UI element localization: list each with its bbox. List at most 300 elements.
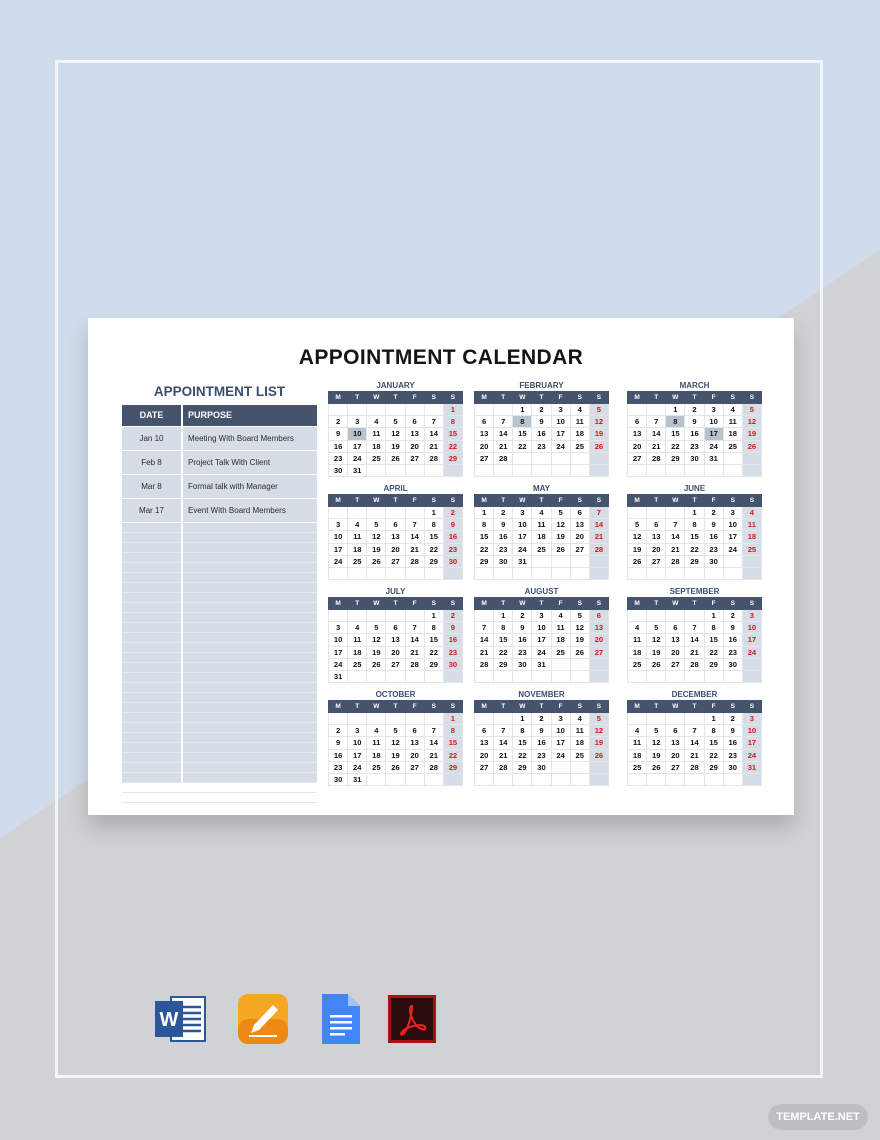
day-cell[interactable]: 17	[532, 634, 551, 646]
day-cell[interactable]: 5	[570, 610, 589, 622]
day-cell[interactable]: 19	[367, 646, 386, 658]
day-cell[interactable]: 13	[666, 634, 685, 646]
day-cell[interactable]: 12	[386, 428, 405, 440]
day-cell[interactable]: 8	[424, 622, 443, 634]
day-cell[interactable]: 12	[589, 416, 608, 428]
watermark-badge[interactable]: TEMPLATE.NET	[768, 1104, 868, 1130]
day-cell[interactable]: 24	[513, 543, 532, 555]
day-cell[interactable]: 7	[589, 507, 608, 519]
day-cell[interactable]: 19	[647, 749, 666, 761]
day-cell[interactable]: 21	[666, 543, 685, 555]
day-cell[interactable]: 31	[704, 452, 723, 464]
day-cell[interactable]: 18	[628, 749, 647, 761]
day-cell[interactable]: 10	[348, 428, 367, 440]
day-cell[interactable]: 22	[424, 543, 443, 555]
day-cell[interactable]: 31	[513, 555, 532, 567]
day-cell[interactable]: 22	[494, 646, 513, 658]
day-cell[interactable]: 4	[348, 519, 367, 531]
day-cell[interactable]: 14	[494, 737, 513, 749]
day-cell[interactable]: 12	[367, 634, 386, 646]
day-cell[interactable]: 17	[513, 531, 532, 543]
day-cell[interactable]: 2	[329, 725, 348, 737]
day-cell[interactable]: 17	[348, 749, 367, 761]
day-cell[interactable]: 27	[666, 658, 685, 670]
day-cell[interactable]: 25	[348, 555, 367, 567]
day-cell[interactable]: 4	[570, 404, 589, 416]
day-cell[interactable]: 28	[475, 658, 494, 670]
day-cell[interactable]: 7	[666, 519, 685, 531]
day-cell[interactable]: 1	[704, 713, 723, 725]
day-cell[interactable]: 30	[513, 658, 532, 670]
day-cell[interactable]: 25	[551, 646, 570, 658]
day-cell[interactable]: 20	[405, 749, 424, 761]
google-docs-icon[interactable]	[316, 993, 368, 1045]
day-cell[interactable]: 6	[647, 519, 666, 531]
day-cell[interactable]: 8	[685, 519, 704, 531]
day-cell[interactable]: 14	[494, 428, 513, 440]
day-cell[interactable]: 11	[532, 519, 551, 531]
day-cell[interactable]: 24	[723, 543, 742, 555]
day-cell[interactable]: 10	[742, 725, 761, 737]
day-cell[interactable]: 26	[589, 440, 608, 452]
day-cell[interactable]: 13	[475, 428, 494, 440]
day-cell[interactable]: 28	[424, 761, 443, 773]
day-cell[interactable]: 6	[666, 622, 685, 634]
day-cell[interactable]: 14	[647, 428, 666, 440]
day-cell[interactable]: 18	[628, 646, 647, 658]
day-cell[interactable]: 28	[685, 761, 704, 773]
day-cell[interactable]: 17	[704, 428, 723, 440]
day-cell[interactable]: 2	[723, 713, 742, 725]
day-cell[interactable]: 7	[424, 416, 443, 428]
day-cell[interactable]: 26	[570, 646, 589, 658]
day-cell[interactable]: 15	[424, 634, 443, 646]
day-cell[interactable]: 6	[589, 610, 608, 622]
day-cell[interactable]: 23	[329, 452, 348, 464]
day-cell[interactable]: 18	[551, 634, 570, 646]
day-cell[interactable]: 11	[628, 737, 647, 749]
day-cell[interactable]: 11	[367, 428, 386, 440]
day-cell[interactable]: 6	[386, 622, 405, 634]
day-cell[interactable]: 25	[570, 440, 589, 452]
day-cell[interactable]: 28	[666, 555, 685, 567]
day-cell[interactable]: 16	[723, 634, 742, 646]
day-cell[interactable]: 26	[386, 452, 405, 464]
day-cell[interactable]: 22	[704, 646, 723, 658]
day-cell[interactable]: 12	[742, 416, 761, 428]
day-cell[interactable]: 22	[475, 543, 494, 555]
day-cell[interactable]: 6	[386, 519, 405, 531]
day-cell[interactable]: 20	[666, 749, 685, 761]
day-cell[interactable]: 16	[513, 634, 532, 646]
day-cell[interactable]: 1	[424, 610, 443, 622]
day-cell[interactable]: 9	[723, 622, 742, 634]
day-cell[interactable]: 26	[647, 658, 666, 670]
day-cell[interactable]: 17	[551, 428, 570, 440]
day-cell[interactable]: 16	[704, 531, 723, 543]
day-cell[interactable]: 25	[570, 749, 589, 761]
day-cell[interactable]: 1	[513, 713, 532, 725]
day-cell[interactable]: 29	[443, 761, 462, 773]
day-cell[interactable]: 18	[570, 737, 589, 749]
day-cell[interactable]: 7	[685, 622, 704, 634]
day-cell[interactable]: 28	[494, 761, 513, 773]
day-cell[interactable]: 24	[742, 749, 761, 761]
day-cell[interactable]: 5	[628, 519, 647, 531]
day-cell[interactable]: 14	[685, 634, 704, 646]
day-cell[interactable]: 3	[704, 404, 723, 416]
day-cell[interactable]: 4	[628, 622, 647, 634]
day-cell[interactable]: 29	[443, 452, 462, 464]
day-cell[interactable]: 30	[532, 761, 551, 773]
day-cell[interactable]: 2	[443, 610, 462, 622]
day-cell[interactable]: 21	[475, 646, 494, 658]
day-cell[interactable]: 23	[443, 646, 462, 658]
day-cell[interactable]: 8	[443, 725, 462, 737]
day-cell[interactable]: 8	[704, 725, 723, 737]
day-cell[interactable]: 19	[551, 531, 570, 543]
day-cell[interactable]: 11	[348, 634, 367, 646]
day-cell[interactable]: 25	[367, 761, 386, 773]
day-cell[interactable]: 12	[647, 737, 666, 749]
day-cell[interactable]: 3	[329, 622, 348, 634]
day-cell[interactable]: 23	[723, 749, 742, 761]
day-cell[interactable]: 2	[443, 507, 462, 519]
day-cell[interactable]: 1	[424, 507, 443, 519]
day-cell[interactable]: 19	[647, 646, 666, 658]
day-cell[interactable]: 22	[513, 440, 532, 452]
day-cell[interactable]: 5	[589, 713, 608, 725]
day-cell[interactable]: 29	[494, 658, 513, 670]
day-cell[interactable]: 15	[513, 428, 532, 440]
day-cell[interactable]: 25	[723, 440, 742, 452]
day-cell[interactable]: 27	[589, 646, 608, 658]
day-cell[interactable]: 24	[551, 749, 570, 761]
day-cell[interactable]: 7	[405, 519, 424, 531]
day-cell[interactable]: 14	[685, 737, 704, 749]
day-cell[interactable]: 26	[742, 440, 761, 452]
day-cell[interactable]: 26	[386, 761, 405, 773]
day-cell[interactable]: 15	[494, 634, 513, 646]
day-cell[interactable]: 6	[475, 725, 494, 737]
day-cell[interactable]: 24	[348, 452, 367, 464]
day-cell[interactable]: 15	[685, 531, 704, 543]
day-cell[interactable]: 20	[475, 749, 494, 761]
day-cell[interactable]: 9	[704, 519, 723, 531]
day-cell[interactable]: 8	[666, 416, 685, 428]
day-cell[interactable]: 5	[589, 404, 608, 416]
day-cell[interactable]: 4	[723, 404, 742, 416]
day-cell[interactable]: 12	[570, 622, 589, 634]
day-cell[interactable]: 22	[666, 440, 685, 452]
day-cell[interactable]: 30	[723, 761, 742, 773]
day-cell[interactable]: 20	[570, 531, 589, 543]
day-cell[interactable]: 5	[367, 622, 386, 634]
day-cell[interactable]: 18	[367, 749, 386, 761]
day-cell[interactable]: 16	[329, 440, 348, 452]
day-cell[interactable]: 24	[742, 646, 761, 658]
day-cell[interactable]: 8	[513, 725, 532, 737]
day-cell[interactable]: 7	[494, 725, 513, 737]
day-cell[interactable]: 5	[742, 404, 761, 416]
day-cell[interactable]: 22	[443, 440, 462, 452]
day-cell[interactable]: 29	[666, 452, 685, 464]
day-cell[interactable]: 13	[570, 519, 589, 531]
day-cell[interactable]: 26	[647, 761, 666, 773]
day-cell[interactable]: 31	[742, 761, 761, 773]
day-cell[interactable]: 29	[424, 555, 443, 567]
day-cell[interactable]: 19	[570, 634, 589, 646]
day-cell[interactable]: 28	[405, 658, 424, 670]
day-cell[interactable]: 10	[329, 531, 348, 543]
day-cell[interactable]: 9	[723, 725, 742, 737]
day-cell[interactable]: 14	[666, 531, 685, 543]
day-cell[interactable]: 4	[348, 622, 367, 634]
day-cell[interactable]: 22	[685, 543, 704, 555]
day-cell[interactable]: 10	[551, 725, 570, 737]
day-cell[interactable]: 25	[628, 761, 647, 773]
day-cell[interactable]: 27	[475, 761, 494, 773]
day-cell[interactable]: 3	[532, 610, 551, 622]
day-cell[interactable]: 13	[386, 634, 405, 646]
day-cell[interactable]: 19	[367, 543, 386, 555]
day-cell[interactable]: 16	[723, 737, 742, 749]
day-cell[interactable]: 20	[628, 440, 647, 452]
day-cell[interactable]: 9	[329, 737, 348, 749]
day-cell[interactable]: 6	[570, 507, 589, 519]
day-cell[interactable]: 14	[589, 519, 608, 531]
day-cell[interactable]: 11	[628, 634, 647, 646]
day-cell[interactable]: 2	[532, 404, 551, 416]
day-cell[interactable]: 30	[685, 452, 704, 464]
day-cell[interactable]: 4	[742, 507, 761, 519]
day-cell[interactable]: 28	[685, 658, 704, 670]
day-cell[interactable]: 27	[570, 543, 589, 555]
day-cell[interactable]: 1	[666, 404, 685, 416]
day-cell[interactable]: 13	[405, 737, 424, 749]
day-cell[interactable]: 4	[570, 713, 589, 725]
day-cell[interactable]: 26	[589, 749, 608, 761]
day-cell[interactable]: 6	[628, 416, 647, 428]
pages-icon[interactable]	[237, 993, 289, 1045]
day-cell[interactable]: 17	[742, 737, 761, 749]
day-cell[interactable]: 10	[551, 416, 570, 428]
day-cell[interactable]: 8	[513, 416, 532, 428]
day-cell[interactable]: 19	[589, 428, 608, 440]
day-cell[interactable]: 21	[685, 646, 704, 658]
day-cell[interactable]: 16	[532, 428, 551, 440]
day-cell[interactable]: 26	[367, 555, 386, 567]
day-cell[interactable]: 9	[532, 725, 551, 737]
day-cell[interactable]: 10	[513, 519, 532, 531]
day-cell[interactable]: 16	[443, 531, 462, 543]
day-cell[interactable]: 23	[532, 749, 551, 761]
day-cell[interactable]: 18	[348, 646, 367, 658]
day-cell[interactable]: 29	[424, 658, 443, 670]
day-cell[interactable]: 9	[443, 519, 462, 531]
day-cell[interactable]: 23	[685, 440, 704, 452]
day-cell[interactable]: 20	[475, 440, 494, 452]
day-cell[interactable]: 23	[329, 761, 348, 773]
day-cell[interactable]: 30	[329, 773, 348, 785]
day-cell[interactable]: 15	[475, 531, 494, 543]
day-cell[interactable]: 21	[494, 440, 513, 452]
day-cell[interactable]: 16	[443, 634, 462, 646]
day-cell[interactable]: 1	[513, 404, 532, 416]
day-cell[interactable]: 11	[723, 416, 742, 428]
day-cell[interactable]: 28	[647, 452, 666, 464]
day-cell[interactable]: 5	[386, 725, 405, 737]
day-cell[interactable]: 24	[329, 555, 348, 567]
day-cell[interactable]: 24	[551, 440, 570, 452]
day-cell[interactable]: 8	[475, 519, 494, 531]
day-cell[interactable]: 18	[742, 531, 761, 543]
day-cell[interactable]: 21	[647, 440, 666, 452]
day-cell[interactable]: 2	[685, 404, 704, 416]
day-cell[interactable]: 28	[589, 543, 608, 555]
day-cell[interactable]: 29	[475, 555, 494, 567]
day-cell[interactable]: 20	[589, 634, 608, 646]
day-cell[interactable]: 29	[513, 761, 532, 773]
day-cell[interactable]: 21	[494, 749, 513, 761]
day-cell[interactable]: 14	[405, 634, 424, 646]
day-cell[interactable]: 30	[494, 555, 513, 567]
day-cell[interactable]: 19	[589, 737, 608, 749]
day-cell[interactable]: 11	[367, 737, 386, 749]
day-cell[interactable]: 20	[405, 440, 424, 452]
day-cell[interactable]: 18	[723, 428, 742, 440]
word-icon[interactable]	[155, 993, 207, 1045]
day-cell[interactable]: 29	[704, 658, 723, 670]
day-cell[interactable]: 6	[475, 416, 494, 428]
day-cell[interactable]: 23	[494, 543, 513, 555]
day-cell[interactable]: 22	[704, 749, 723, 761]
day-cell[interactable]: 9	[685, 416, 704, 428]
day-cell[interactable]: 25	[348, 658, 367, 670]
day-cell[interactable]: 1	[443, 404, 462, 416]
day-cell[interactable]: 21	[424, 440, 443, 452]
day-cell[interactable]: 27	[647, 555, 666, 567]
day-cell[interactable]: 5	[647, 725, 666, 737]
day-cell[interactable]: 12	[589, 725, 608, 737]
day-cell[interactable]: 4	[628, 725, 647, 737]
day-cell[interactable]: 23	[513, 646, 532, 658]
day-cell[interactable]: 2	[704, 507, 723, 519]
day-cell[interactable]: 27	[666, 761, 685, 773]
day-cell[interactable]: 10	[723, 519, 742, 531]
day-cell[interactable]: 2	[513, 610, 532, 622]
day-cell[interactable]: 4	[367, 725, 386, 737]
day-cell[interactable]: 13	[647, 531, 666, 543]
day-cell[interactable]: 28	[405, 555, 424, 567]
day-cell[interactable]: 16	[685, 428, 704, 440]
day-cell[interactable]: 12	[551, 519, 570, 531]
day-cell[interactable]: 3	[551, 713, 570, 725]
day-cell[interactable]: 21	[685, 749, 704, 761]
day-cell[interactable]: 3	[551, 404, 570, 416]
day-cell[interactable]: 7	[647, 416, 666, 428]
day-cell[interactable]: 4	[367, 416, 386, 428]
day-cell[interactable]: 5	[551, 507, 570, 519]
day-cell[interactable]: 17	[723, 531, 742, 543]
day-cell[interactable]: 12	[647, 634, 666, 646]
day-cell[interactable]: 29	[704, 761, 723, 773]
day-cell[interactable]: 10	[348, 737, 367, 749]
day-cell[interactable]: 23	[723, 646, 742, 658]
day-cell[interactable]: 11	[348, 531, 367, 543]
day-cell[interactable]: 31	[532, 658, 551, 670]
day-cell[interactable]: 15	[443, 737, 462, 749]
day-cell[interactable]: 14	[405, 531, 424, 543]
day-cell[interactable]: 14	[424, 428, 443, 440]
day-cell[interactable]: 29	[685, 555, 704, 567]
day-cell[interactable]: 10	[704, 416, 723, 428]
day-cell[interactable]: 27	[386, 555, 405, 567]
day-cell[interactable]: 4	[532, 507, 551, 519]
day-cell[interactable]: 28	[424, 452, 443, 464]
day-cell[interactable]: 17	[551, 737, 570, 749]
day-cell[interactable]: 6	[405, 725, 424, 737]
day-cell[interactable]: 9	[532, 416, 551, 428]
day-cell[interactable]: 21	[424, 749, 443, 761]
day-cell[interactable]: 20	[647, 543, 666, 555]
day-cell[interactable]: 17	[329, 646, 348, 658]
day-cell[interactable]: 15	[666, 428, 685, 440]
day-cell[interactable]: 15	[704, 634, 723, 646]
day-cell[interactable]: 27	[628, 452, 647, 464]
day-cell[interactable]: 23	[704, 543, 723, 555]
day-cell[interactable]: 15	[443, 428, 462, 440]
day-cell[interactable]: 23	[443, 543, 462, 555]
day-cell[interactable]: 3	[329, 519, 348, 531]
day-cell[interactable]: 7	[475, 622, 494, 634]
day-cell[interactable]: 20	[666, 646, 685, 658]
day-cell[interactable]: 30	[704, 555, 723, 567]
day-cell[interactable]: 1	[443, 713, 462, 725]
day-cell[interactable]: 25	[367, 452, 386, 464]
day-cell[interactable]: 5	[647, 622, 666, 634]
day-cell[interactable]: 27	[405, 452, 424, 464]
day-cell[interactable]: 15	[704, 737, 723, 749]
day-cell[interactable]: 28	[494, 452, 513, 464]
day-cell[interactable]: 2	[532, 713, 551, 725]
day-cell[interactable]: 17	[742, 634, 761, 646]
day-cell[interactable]: 23	[532, 440, 551, 452]
day-cell[interactable]: 1	[494, 610, 513, 622]
day-cell[interactable]: 25	[628, 658, 647, 670]
day-cell[interactable]: 3	[742, 610, 761, 622]
day-cell[interactable]: 13	[475, 737, 494, 749]
day-cell[interactable]: 31	[329, 670, 348, 682]
day-cell[interactable]: 21	[405, 646, 424, 658]
day-cell[interactable]: 31	[348, 773, 367, 785]
day-cell[interactable]: 25	[742, 543, 761, 555]
day-cell[interactable]: 8	[494, 622, 513, 634]
day-cell[interactable]: 21	[405, 543, 424, 555]
day-cell[interactable]: 12	[386, 737, 405, 749]
day-cell[interactable]: 12	[628, 531, 647, 543]
day-cell[interactable]: 10	[742, 622, 761, 634]
day-cell[interactable]: 1	[475, 507, 494, 519]
day-cell[interactable]: 9	[513, 622, 532, 634]
day-cell[interactable]: 31	[348, 464, 367, 476]
day-cell[interactable]: 15	[424, 531, 443, 543]
day-cell[interactable]: 10	[329, 634, 348, 646]
day-cell[interactable]: 9	[443, 622, 462, 634]
day-cell[interactable]: 22	[424, 646, 443, 658]
day-cell[interactable]: 27	[386, 658, 405, 670]
day-cell[interactable]: 7	[685, 725, 704, 737]
